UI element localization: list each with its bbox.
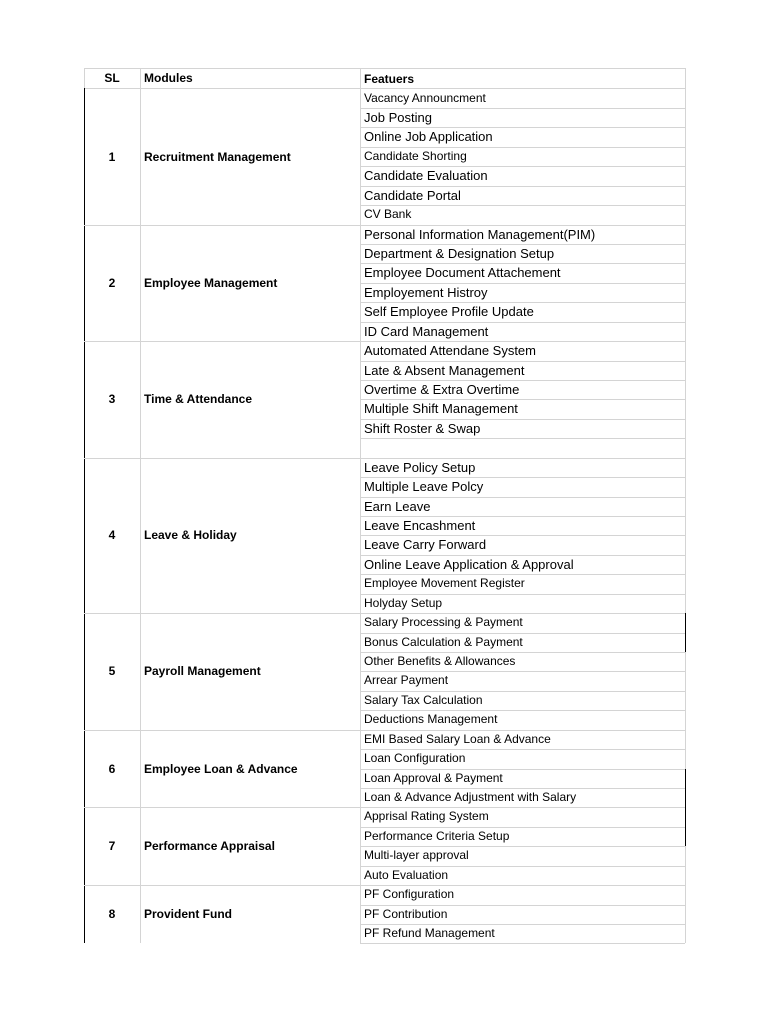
feature-item: Multiple Leave Polcy [364,479,484,495]
feature-item: Performance Criteria Setup [364,828,510,843]
module-name: Provident Fund [144,907,232,922]
feature-item: Apprisal Rating System [364,809,489,824]
grid-line [84,807,360,808]
module-sl: 6 [108,761,116,776]
grid-line [84,88,85,943]
module-sl: 7 [108,839,116,854]
feature-item: EMI Based Salary Loan & Advance [364,731,551,746]
feature-item: Candidate Shorting [364,148,467,163]
feature-item: Salary Processing & Payment [364,615,523,630]
feature-item: Employee Document Attachement [364,265,561,281]
feature-item: Shift Roster & Swap [364,420,481,436]
grid-line [685,613,686,652]
feature-item: Late & Absent Management [364,362,525,378]
module-sl: 2 [108,275,116,290]
feature-item: PF Contribution [364,906,448,921]
grid-line [84,885,360,886]
feature-item: Online Leave Application & Approval [364,556,574,572]
feature-item: Arrear Payment [364,673,449,688]
feature-item: Salary Tax Calculation [364,692,483,707]
feature-item: Employement Histroy [364,284,488,300]
feature-item: Employee Movement Register [364,576,525,591]
feature-item: Personal Information Management(PIM) [364,226,596,242]
feature-item: CV Bank [364,207,412,222]
feature-item: Candidate Portal [364,187,461,203]
feature-item [364,438,684,457]
module-name: Performance Appraisal [144,839,275,854]
module-name: Recruitment Management [144,149,291,164]
feature-item: Vacancy Announcment [364,90,486,105]
grid-line [84,613,360,614]
feature-item: Bonus Calculation & Payment [364,634,523,649]
feature-item: Loan Configuration [364,751,466,766]
module-name: Payroll Management [144,664,261,679]
feature-item: PF Refund Management [364,925,495,940]
feature-item: Leave Encashment [364,517,476,533]
module-name: Employee Loan & Advance [144,761,298,776]
module-name: Time & Attendance [144,392,253,407]
feature-item: Automated Attendane System [364,343,536,359]
feature-item: Loan & Advance Adjustment with Salary [364,789,577,804]
grid-line [685,769,686,847]
header-sl: SL [104,71,120,85]
module-sl: 5 [108,664,116,679]
feature-item: Other Benefits & Allowances [364,653,516,668]
grid-line [360,68,361,943]
feature-item: ID Card Management [364,323,489,339]
module-name: Leave & Holiday [144,528,237,543]
feature-item: Loan Approval & Payment [364,770,503,785]
module-name: Employee Management [144,275,278,290]
feature-item: Overtime & Extra Overtime [364,381,520,397]
grid-line [84,730,360,731]
feature-item: Leave Carry Forward [364,537,487,553]
feature-item: Auto Evaluation [364,867,449,882]
header-features: Featuers [364,72,415,86]
grid-line [84,68,685,69]
header-modules: Modules [144,71,193,85]
module-sl: 1 [108,149,116,164]
feature-item: Candidate Evaluation [364,168,488,184]
feature-item: Multiple Shift Management [364,401,518,417]
grid-line [84,68,85,88]
feature-item: Job Posting [364,109,432,125]
grid-line [360,943,685,944]
grid-line [84,341,360,342]
feature-item: Online Job Application [364,129,493,145]
grid-line [140,68,141,943]
feature-item: Self Employee Profile Update [364,304,534,320]
feature-item: Deductions Management [364,712,498,727]
feature-item: Holyday Setup [364,595,443,610]
module-sl: 3 [108,392,116,407]
grid-line [84,458,360,459]
feature-item: Department & Designation Setup [364,245,555,261]
module-sl: 4 [108,528,116,543]
feature-item: Earn Leave [364,498,431,514]
grid-line [84,225,360,226]
feature-item: PF Configuration [364,887,455,902]
feature-item: Multi-layer approval [364,848,469,863]
feature-item: Leave Policy Setup [364,459,476,475]
module-sl: 8 [108,907,116,922]
